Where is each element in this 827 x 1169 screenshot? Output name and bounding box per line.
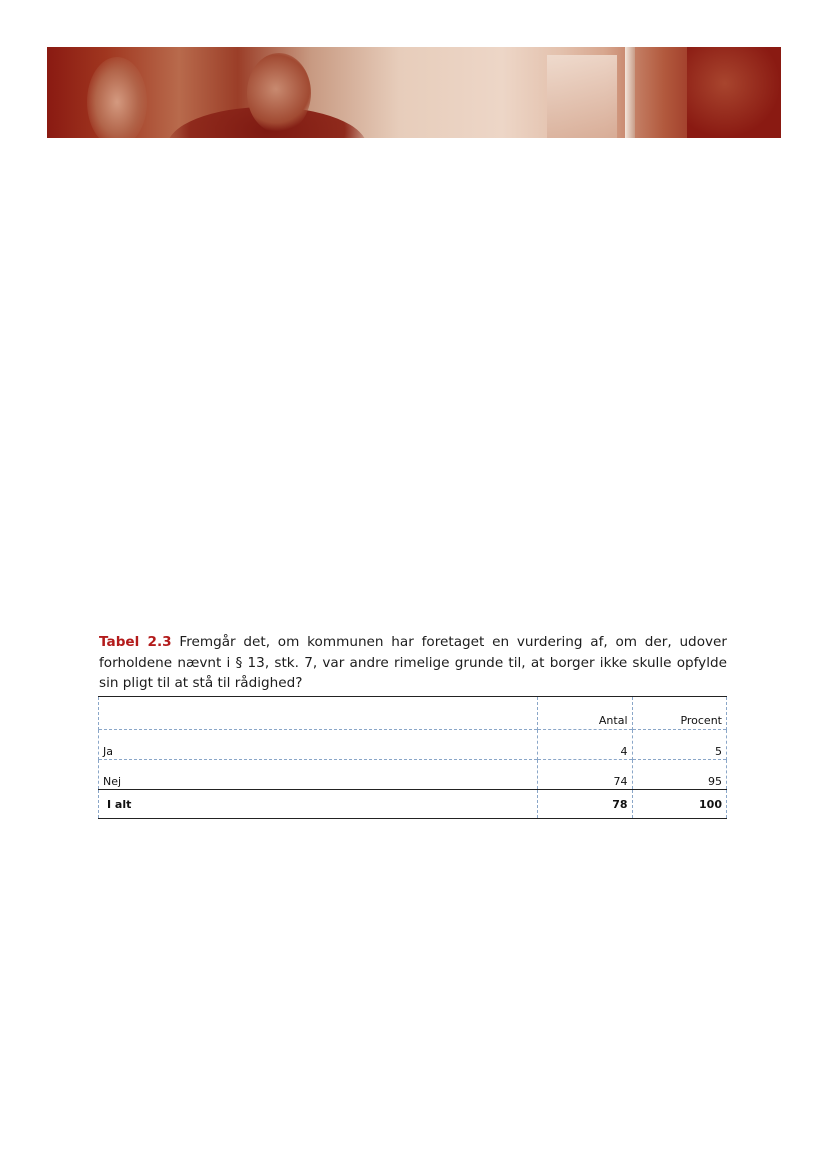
row-antal: 74 bbox=[538, 760, 632, 790]
total-procent: 100 bbox=[632, 790, 727, 819]
results-table bbox=[98, 696, 727, 819]
row-label: Nej bbox=[99, 760, 538, 790]
table-row bbox=[99, 760, 727, 790]
row-antal: 4 bbox=[538, 730, 632, 760]
banner-person-head-shape bbox=[247, 53, 311, 133]
total-label: I alt bbox=[99, 790, 538, 819]
header-banner-photo bbox=[47, 47, 781, 138]
table-total-row bbox=[99, 790, 727, 819]
banner-screen-shape bbox=[547, 55, 617, 138]
table-header-procent: Procent bbox=[632, 697, 727, 730]
banner-frame-shape bbox=[625, 47, 635, 138]
table-header-antal: Antal bbox=[538, 697, 632, 730]
table-caption bbox=[99, 632, 727, 694]
total-antal: 78 bbox=[538, 790, 632, 819]
row-label: Ja bbox=[99, 730, 538, 760]
table-header-empty bbox=[99, 697, 538, 730]
table-caption-label: Tabel 2.3 bbox=[99, 634, 172, 650]
table-row bbox=[99, 730, 727, 760]
row-procent: 5 bbox=[632, 730, 727, 760]
table-caption-text: Fremgår det, om kommunen har foretaget en vurdering af, om der, udover forholdene nævnt i § 13, stk. 7, var andre rimelige grunde til, at borger ikke skulle opfylde sin pligt til at stå til rådighed? bbox=[99, 634, 728, 691]
row-procent: 95 bbox=[632, 760, 727, 790]
table-header-row bbox=[99, 697, 727, 730]
banner-hand-shape bbox=[87, 57, 147, 138]
banner-right-person-shape bbox=[687, 47, 781, 138]
